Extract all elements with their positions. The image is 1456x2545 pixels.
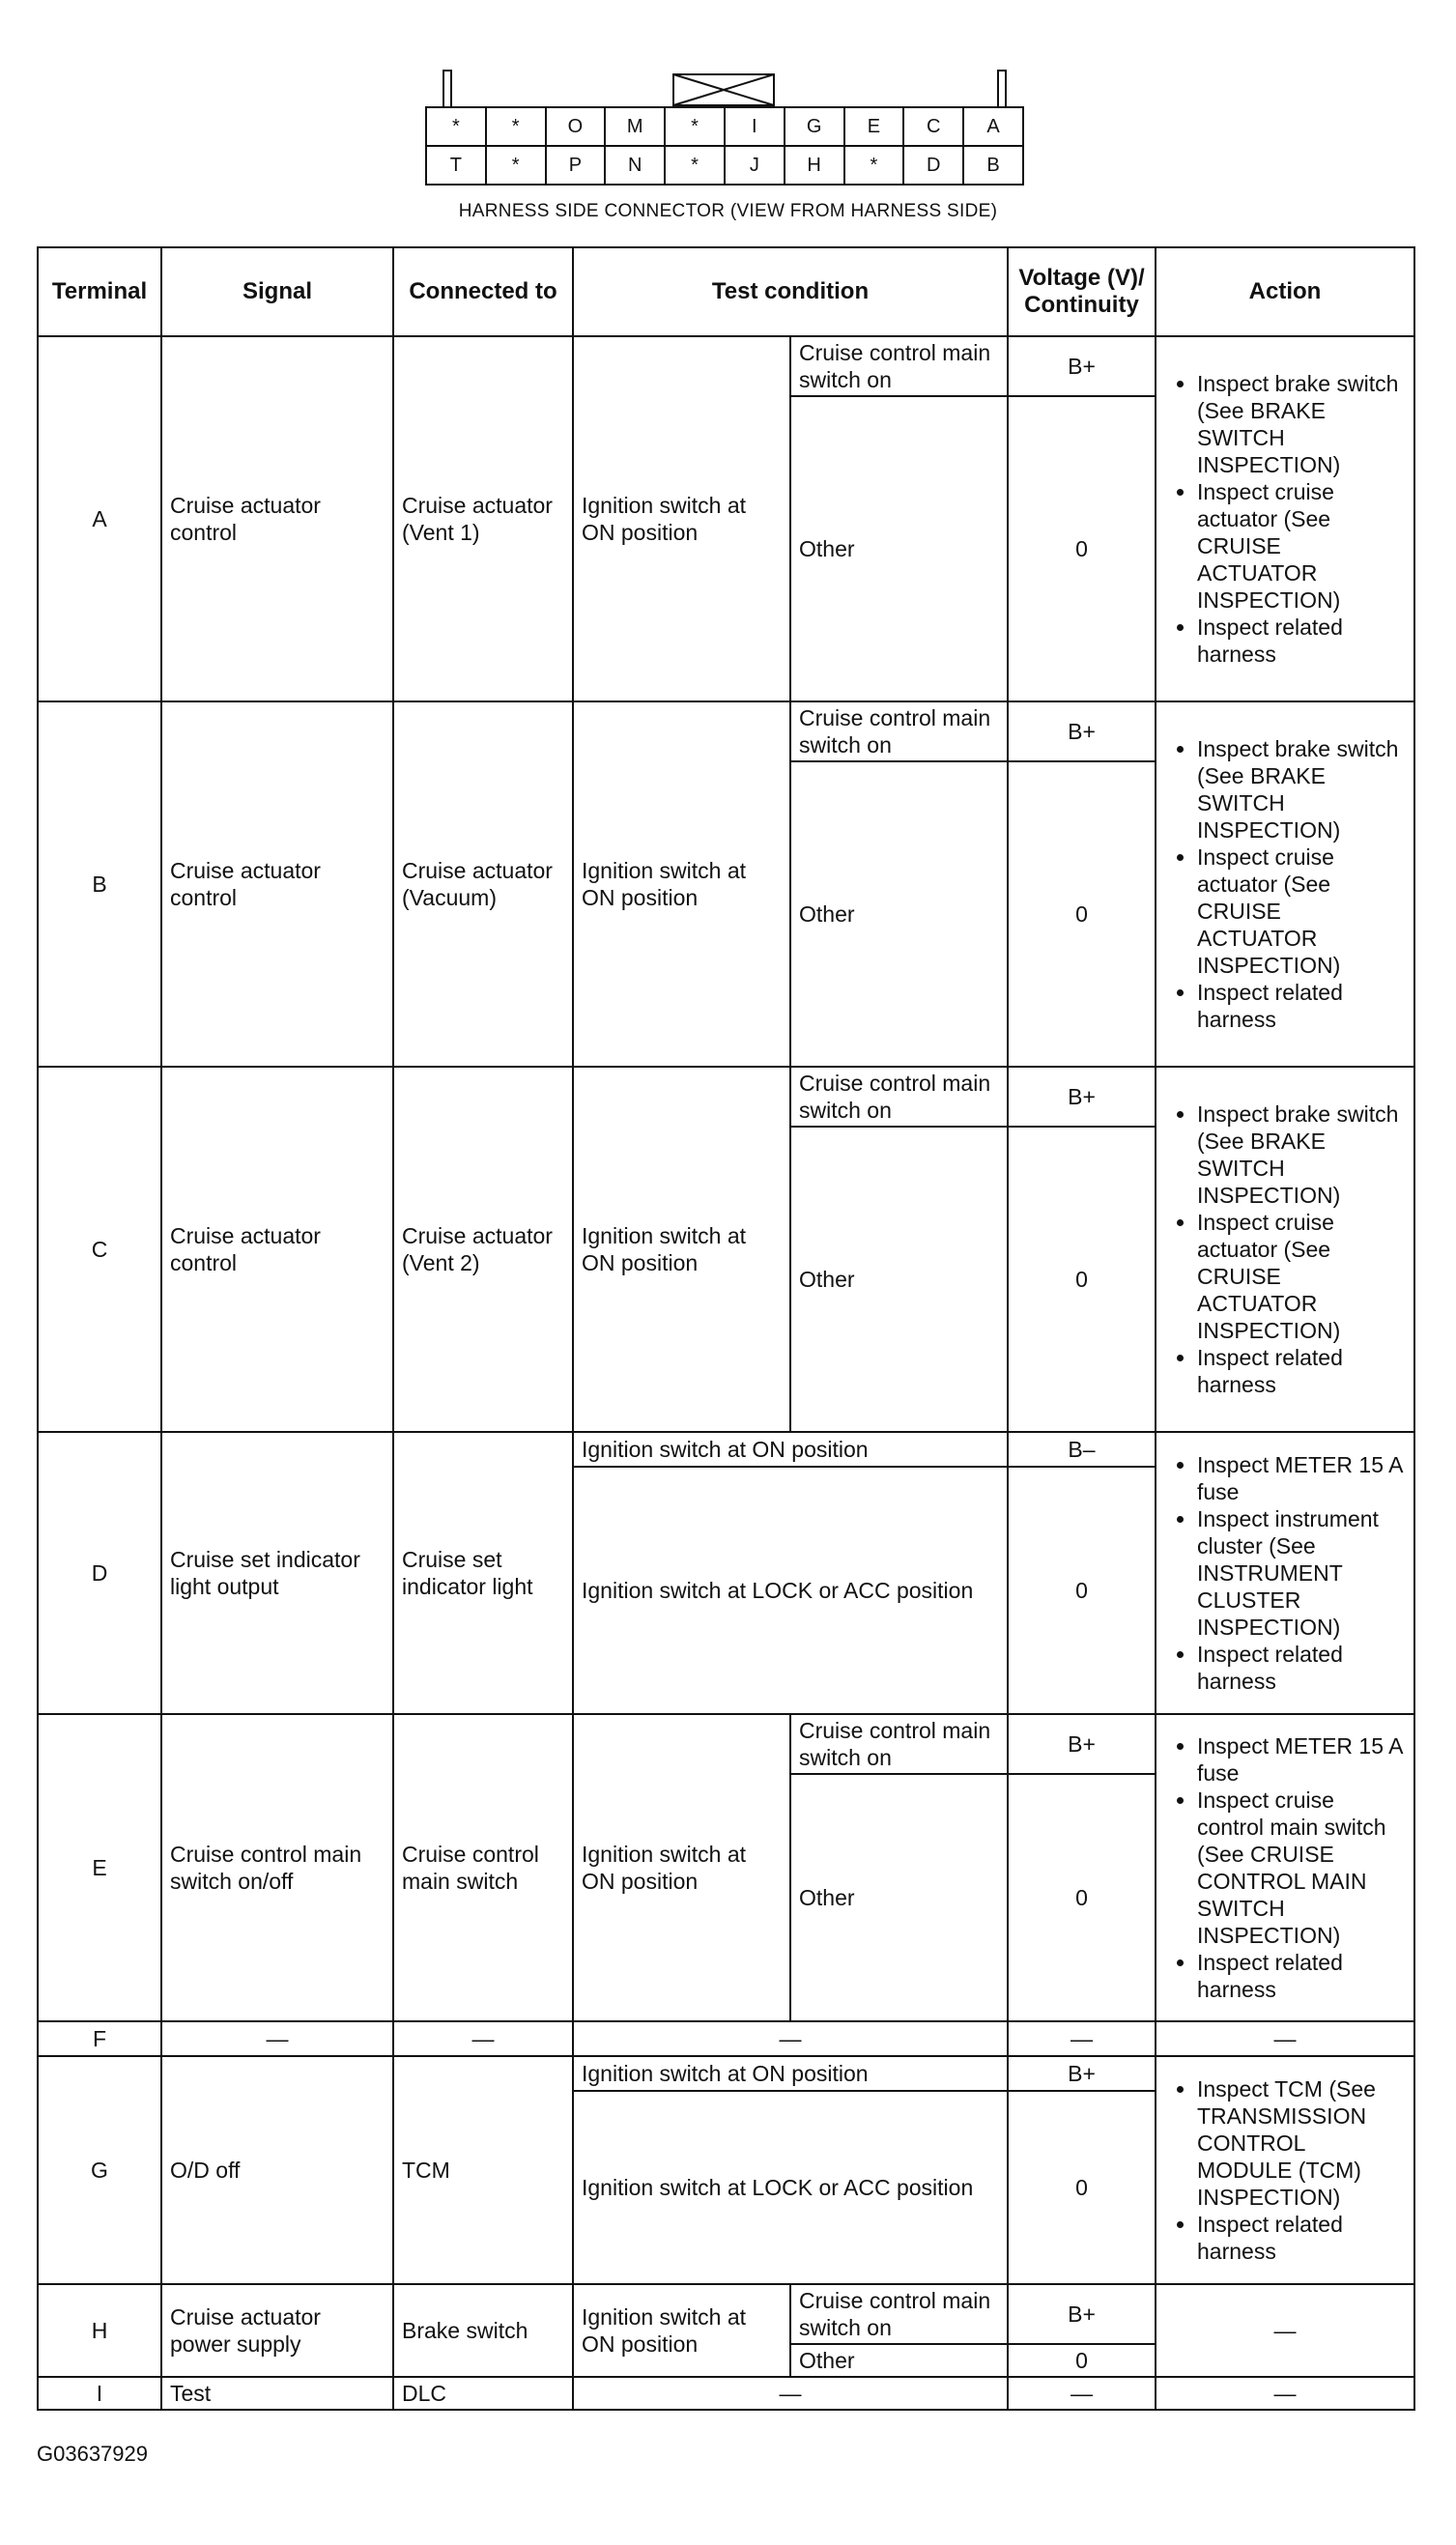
- subcondition-cell: Other: [790, 396, 1008, 701]
- table-row: [38, 2377, 1414, 2410]
- action-item: • Inspect cruise control main switch (See CRUISE CONTROL MAIN SWITCH INSPECTION): [1197, 1787, 1406, 1949]
- terminal-cell: E: [38, 1714, 161, 2021]
- connected-cell: Cruise actuator (Vacuum): [393, 701, 573, 1067]
- terminal-cell: C: [38, 1067, 161, 1432]
- connector-right-latch: [997, 70, 1007, 108]
- action-item: • Inspect related harness: [1197, 2211, 1406, 2265]
- table-row: [38, 1067, 1414, 1127]
- action-item: • Inspect brake switch (See BRAKE SWITCH INSPECTION): [1197, 1101, 1406, 1209]
- pin: P: [546, 146, 606, 185]
- action-cell: —: [1156, 2284, 1414, 2377]
- subcondition-cell: Cruise control main switch on: [790, 701, 1008, 761]
- action-item: • Inspect brake switch (See BRAKE SWITCH INSPECTION): [1197, 735, 1406, 844]
- connected-cell: Brake switch: [393, 2284, 573, 2377]
- condition-cell: Ignition switch at LOCK or ACC position: [573, 2091, 1008, 2284]
- connector-row-lower: [426, 146, 1023, 185]
- connector-pin-grid: [425, 106, 1024, 186]
- terminal-cell: B: [38, 701, 161, 1067]
- table-row: [38, 2056, 1414, 2091]
- connected-cell: —: [393, 2021, 573, 2056]
- action-item: • Inspect cruise actuator (See CRUISE ACTUATOR INSPECTION): [1197, 478, 1406, 614]
- pin: *: [426, 107, 486, 146]
- pin: M: [605, 107, 665, 146]
- action-item: • Inspect METER 15 A fuse: [1197, 1451, 1406, 1505]
- action-item: • Inspect brake switch (See BRAKE SWITCH INSPECTION): [1197, 370, 1406, 478]
- header-signal: Signal: [161, 247, 393, 336]
- terminal-cell: H: [38, 2284, 161, 2377]
- condition-cell: Ignition switch at ON position: [573, 1714, 790, 2021]
- action-item: • Inspect cruise actuator (See CRUISE ACTUATOR INSPECTION): [1197, 1209, 1406, 1344]
- subcondition-cell: Other: [790, 761, 1008, 1067]
- condition-cell: Ignition switch at ON position: [573, 336, 790, 701]
- action-item: • Inspect related harness: [1197, 1949, 1406, 2003]
- connector-key-icon: [672, 73, 775, 106]
- table-row: [38, 1714, 1414, 1774]
- voltage-cell: 0: [1008, 2344, 1156, 2377]
- pin: *: [486, 107, 546, 146]
- signal-cell: Cruise actuator control: [161, 1067, 393, 1432]
- action-list: [1164, 1101, 1406, 1398]
- connected-cell: Cruise set indicator light: [393, 1432, 573, 1714]
- pin: N: [605, 146, 665, 185]
- table-row: [38, 336, 1414, 396]
- voltage-cell: —: [1008, 2377, 1156, 2410]
- table-row: [38, 2021, 1414, 2056]
- subcondition-cell: Cruise control main switch on: [790, 1067, 1008, 1127]
- action-list: [1164, 1451, 1406, 1695]
- voltage-cell: B+: [1008, 701, 1156, 761]
- voltage-cell: B+: [1008, 2056, 1156, 2091]
- subcondition-cell: Cruise control main switch on: [790, 336, 1008, 396]
- signal-cell: O/D off: [161, 2056, 393, 2284]
- pin: T: [426, 146, 486, 185]
- signal-cell: Cruise control main switch on/off: [161, 1714, 393, 2021]
- action-cell: [1156, 1714, 1414, 2021]
- action-cell: [1156, 701, 1414, 1067]
- table-row: [38, 701, 1414, 761]
- header-connected-to: Connected to: [393, 247, 573, 336]
- table-row: [38, 1432, 1414, 1467]
- pin: *: [665, 146, 725, 185]
- action-item: • Inspect related harness: [1197, 1344, 1406, 1398]
- voltage-cell: B–: [1008, 1432, 1156, 1467]
- action-cell: [1156, 1432, 1414, 1714]
- signal-cell: Cruise actuator control: [161, 336, 393, 701]
- terminal-cell: A: [38, 336, 161, 701]
- figure-id: G03637929: [37, 2442, 148, 2466]
- pin: G: [785, 107, 844, 146]
- connector-caption: HARNESS SIDE CONNECTOR (VIEW FROM HARNESS SIDE): [458, 201, 998, 221]
- voltage-cell: B+: [1008, 1067, 1156, 1127]
- action-item: • Inspect related harness: [1197, 979, 1406, 1033]
- pin: *: [665, 107, 725, 146]
- action-list: [1164, 1732, 1406, 2003]
- condition-cell: —: [573, 2377, 1008, 2410]
- condition-cell: Ignition switch at ON position: [573, 1432, 1008, 1467]
- condition-cell: Ignition switch at ON position: [573, 1067, 790, 1432]
- connector-row-upper: [426, 107, 1023, 146]
- condition-cell: Ignition switch at ON position: [573, 701, 790, 1067]
- action-list: [1164, 2075, 1406, 2265]
- condition-cell: Ignition switch at ON position: [573, 2284, 790, 2377]
- action-item: • Inspect METER 15 A fuse: [1197, 1732, 1406, 1787]
- header-terminal: Terminal: [38, 247, 161, 336]
- signal-cell: Test: [161, 2377, 393, 2410]
- voltage-cell: 0: [1008, 1467, 1156, 1714]
- pin: J: [725, 146, 785, 185]
- subcondition-cell: Cruise control main switch on: [790, 2284, 1008, 2344]
- action-item: • Inspect related harness: [1197, 614, 1406, 668]
- condition-cell: —: [573, 2021, 1008, 2056]
- voltage-cell: B+: [1008, 2284, 1156, 2344]
- connected-cell: Cruise control main switch: [393, 1714, 573, 2021]
- voltage-cell: 0: [1008, 1774, 1156, 2021]
- pin: H: [785, 146, 844, 185]
- condition-cell: Ignition switch at ON position: [573, 2056, 1008, 2091]
- subcondition-cell: Other: [790, 2344, 1008, 2377]
- action-cell: —: [1156, 2377, 1414, 2410]
- signal-cell: Cruise actuator control: [161, 701, 393, 1067]
- voltage-cell: B+: [1008, 1714, 1156, 1774]
- terminal-cell: D: [38, 1432, 161, 1714]
- pin: E: [844, 107, 904, 146]
- header-action: Action: [1156, 247, 1414, 336]
- action-cell: [1156, 336, 1414, 701]
- action-item: • Inspect cruise actuator (See CRUISE ACTUATOR INSPECTION): [1197, 844, 1406, 979]
- pin: A: [963, 107, 1023, 146]
- pin: B: [963, 146, 1023, 185]
- voltage-cell: 0: [1008, 761, 1156, 1067]
- action-list: [1164, 735, 1406, 1033]
- pin: C: [903, 107, 963, 146]
- signal-cell: Cruise set indicator light output: [161, 1432, 393, 1714]
- action-cell: —: [1156, 2021, 1414, 2056]
- pin: I: [725, 107, 785, 146]
- terminal-inspection-table: [37, 246, 1415, 2411]
- action-cell: [1156, 1067, 1414, 1432]
- action-item: • Inspect related harness: [1197, 1641, 1406, 1695]
- signal-cell: Cruise actuator power supply: [161, 2284, 393, 2377]
- voltage-cell: 0: [1008, 2091, 1156, 2284]
- pin: D: [903, 146, 963, 185]
- connected-cell: Cruise actuator (Vent 2): [393, 1067, 573, 1432]
- connected-cell: DLC: [393, 2377, 573, 2410]
- action-item: • Inspect instrument cluster (See INSTRUMENT CLUSTER INSPECTION): [1197, 1505, 1406, 1641]
- connected-cell: Cruise actuator (Vent 1): [393, 336, 573, 701]
- pin: *: [844, 146, 904, 185]
- action-item: • Inspect TCM (See TRANSMISSION CONTROL MODULE (TCM) INSPECTION): [1197, 2075, 1406, 2211]
- connected-cell: TCM: [393, 2056, 573, 2284]
- voltage-cell: —: [1008, 2021, 1156, 2056]
- signal-cell: —: [161, 2021, 393, 2056]
- condition-cell: Ignition switch at LOCK or ACC position: [573, 1467, 1008, 1714]
- voltage-cell: 0: [1008, 1127, 1156, 1432]
- subcondition-cell: Other: [790, 1774, 1008, 2021]
- header-row: [38, 247, 1414, 336]
- terminal-cell: I: [38, 2377, 161, 2410]
- action-cell: [1156, 2056, 1414, 2284]
- voltage-cell: B+: [1008, 336, 1156, 396]
- table-row: [38, 2284, 1414, 2344]
- subcondition-cell: Cruise control main switch on: [790, 1714, 1008, 1774]
- header-test-condition: Test condition: [573, 247, 1008, 336]
- pin: O: [546, 107, 606, 146]
- connector-left-latch: [443, 70, 452, 108]
- header-voltage: Voltage (V)/ Continuity: [1008, 247, 1156, 336]
- pin: *: [486, 146, 546, 185]
- subcondition-cell: Other: [790, 1127, 1008, 1432]
- terminal-cell: F: [38, 2021, 161, 2056]
- voltage-cell: 0: [1008, 396, 1156, 701]
- action-list: [1164, 370, 1406, 668]
- terminal-cell: G: [38, 2056, 161, 2284]
